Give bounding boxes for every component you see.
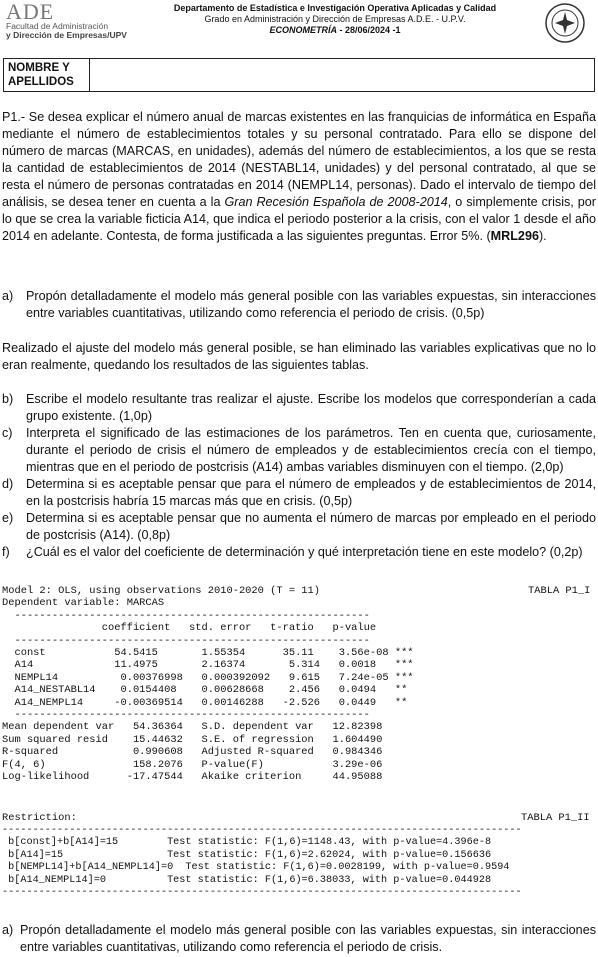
- ols-table: Model 2: OLS, using observations 2010-2020 (T = 11) Dependent variable: MARCAS --------------------------------------------------------- coefficient std. error t-ratio p-value --------------------------------------------------------- const 54.5415 1.55354 35.11 3.56e-08 *** A14 11.4975 2.16374 5.314 0.0018 *** NEMPL14 0.00376998 0.000392092 9.615 7.24e-05 *** A14_NESTABL14 0.0154408 0.00628668 2.456 0.0494 ** A14_NEMPL14 -0.00369514 0.00146288 -2.526 0.0449 ** --------------------------------------------------------- Mean dependent var 54.36364 S.D. dependent var 12.82398 Sum squared resid 15.44632 S.E. of regression 1.604490 R-squared 0.990608 Adjusted R-squared 0.984346 F(4, 6) 158.2076 P-value(F) 3.29e-06 Log-likelihood -17.47544 Akaike criterion 44.95088: [2, 585, 414, 784]
- question-a: a) Propón detalladamente el modelo más general posible con las variables expuestas, sin interacciones entre variables cuantitativas, utilizando como referencia el periodo de crisis. (0,5p): [2, 289, 596, 320]
- final-question: a) Propón detalladamente el modelo más general posible con las variables expuestas, sin interacciones entre variables cuantitativas, utilizando como referencia el periodo de crisis.: [2, 923, 596, 954]
- logo-mark: ADE: [6, 0, 55, 24]
- restriction-table: ------------------------------------------------------------------------------------- b[const]+b[A14]=15 Test statistic: F(1,6)=1148.43, with p-value=4.396e-8 b[A14]=15 Test statistic: F(1,6)=2.62024, with p-value=0.156636 b[NEMPL14]+b[A14_NEMPL14]=0 Test statistic: F(1,6)=0.0028199, with p-value=0.9594 b[A14_NEMPL14]=0 Test statistic: F(1,6)=6.38033, with p-value=0.044928 -------------------------------------------------------------------------------------: [2, 825, 522, 899]
- question-item: b) Escribe el modelo resultante tras realizar el ajuste. Escribe los modelos que corresponderían a cada grupo existente. (1,0p): [2, 392, 596, 423]
- exam-title: ECONOMETRÍA - 28/06/2024 -1: [269, 25, 401, 35]
- question-item: e) Determina si es aceptable pensar que no aumenta el número de marcas por empleado en el periodo de postcrisis (A14). (0,8p): [2, 511, 596, 542]
- header-titles: [150, 3, 520, 36]
- middle-paragraph: Realizado el ajuste del modelo más general posible, se han eliminado las variables explicativas que no lo eran realmente, quedando los resultados de las siguientes tablas.: [2, 341, 596, 372]
- table-1-tag: TABLA P1_I: [528, 585, 591, 597]
- question-item: d) Determina si es aceptable pensar que para el número de empleados y de establecimientos de 2014, en la postcrisis habría 15 marcas más que en crisis. (0,5p): [2, 477, 596, 508]
- faculty-logo: [6, 0, 127, 40]
- degree-title: Grado en Administración y Dirección de Empresas A.D.E. - U.P.V.: [204, 14, 466, 24]
- name-field-label: NOMBRE Y APELLIDOS: [4, 59, 90, 91]
- page-header: [0, 0, 598, 48]
- question-item: c) Interpreta el significado de las estimaciones de los parámetros. Ten en cuenta que, curiosamente, durante el periodo de crisis el número de empleados y de establecimientos crecía con el tiempo, mientras que en el periodo de postcrisis (A14) ambas variables disminuyen con el tiempo. (2,0p): [2, 426, 596, 474]
- problem-statement: P1.- Se desea explicar el número anual de marcas existentes en las franquicias de informática en España mediante el número de establecimientos totales y su personal contratado. Para ello se dispone del número de marcas (MARCAS, en unidades), además del número de establecimientos, a los que se resta la cantidad de establecimientos de 2014 (NESTABL14, unidades) y del personal contratado, al que se resta el número de personas contratadas en 2014 (NEMPL14, personas). Dado el intervalo de tiempo del análisis, se desea tener en cuenta a la Gran Recesión Española de 2008-2014, o simplemente crisis, por lo que se crea la variable ficticia A14, que indica el periodo posterior a la crisis, con el valor 1 desde el año 2014 en adelante. Contesta, de forma justificada a las siguientes preguntas. Error 5%. (MRL296).: [2, 110, 596, 243]
- university-seal-icon: [544, 2, 586, 44]
- logo-line-1: Facultad de Administración: [6, 21, 109, 31]
- question-item: f) ¿Cuál es el valor del coeficiente de determinación y qué interpretación tiene en este modelo? (0,2p): [2, 545, 583, 559]
- department-title: Departamento de Estadística e Investigación Operativa Aplicadas y Calidad: [173, 3, 497, 13]
- questions-list: [2, 391, 596, 561]
- table-2-tag: TABLA P1_II: [521, 812, 590, 824]
- logo-line-2: y Dirección de Empresas/UPV: [6, 30, 127, 40]
- name-field[interactable]: [3, 58, 595, 92]
- restriction-label: Restriction:: [2, 812, 77, 824]
